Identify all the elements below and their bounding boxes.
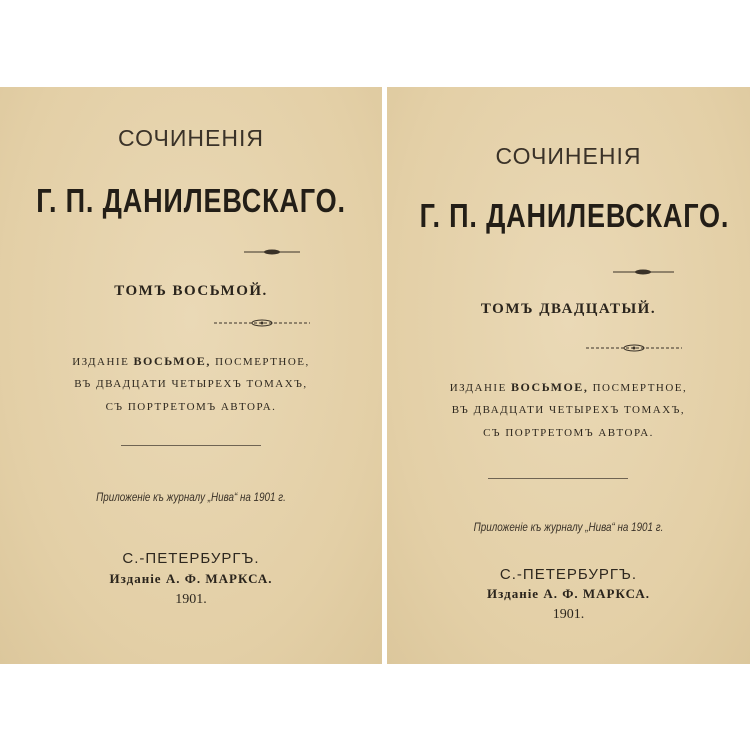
publisher: Изданіе А. Ф. МАРКСА. [109,571,273,586]
edition-line-3: СЪ ПОРТРЕТОМЪ АВТОРА. [483,427,654,439]
edition-suffix: ПОСМЕРТНОЕ, [592,382,688,394]
publisher: Изданіе А. Ф. МАРКСА. [487,586,650,601]
ornament-divider [242,247,302,257]
separator-rule [121,445,261,446]
volume-title: ТОМЪ ВОСЬМОЙ. [114,283,268,299]
edition-line-1 [0,354,382,369]
edition-line-1 [387,380,750,395]
title-page-right [387,87,750,664]
volume-title: ТОМЪ ДВАДЦАТЫЙ. [480,301,657,317]
ornament-divider [584,343,684,353]
ornament-divider [611,267,676,277]
title-page-left [0,87,382,664]
edition-number: ВОСЬМОЕ, [511,380,589,394]
publication-year: 1901. [175,592,207,607]
edition-prefix: ИЗДАНІЕ [72,356,130,368]
edition-suffix: ПОСМЕРТНОЕ, [215,356,310,368]
separator-rule [488,478,628,479]
publication-year: 1901. [552,607,585,622]
ornament-divider [212,318,312,328]
series-title: СОЧИНЕНІЯ [118,125,264,151]
series-title: СОЧИНЕНІЯ [495,143,642,169]
author-name: Г. П. ДАНИЛЕВСКАГО. [419,197,730,234]
publication-city: С.-ПЕТЕРБУРГЪ. [499,566,638,583]
publication-city: С.-ПЕТЕРБУРГЪ. [122,550,260,567]
edition-line-3: СЪ ПОРТРЕТОМЪ АВТОРА. [105,401,277,413]
edition-number: ВОСЬМОЕ, [133,354,211,368]
edition-line-2: ВЪ ДВАДЦАТИ ЧЕТЫРЕХЪ ТОМАХЪ, [74,378,308,390]
author-name: Г. П. ДАНИЛЕВСКАГО. [36,182,346,219]
supplement-note: Приложеніе къ журналу „Нива“ на 1901 г. [473,520,664,534]
supplement-note: Приложеніе къ журналу „Нива“ на 1901 г. [96,490,286,504]
edition-line-2: ВЪ ДВАДЦАТИ ЧЕТЫРЕХЪ ТОМАХЪ, [451,404,686,416]
edition-prefix: ИЗДАНІЕ [449,382,507,394]
